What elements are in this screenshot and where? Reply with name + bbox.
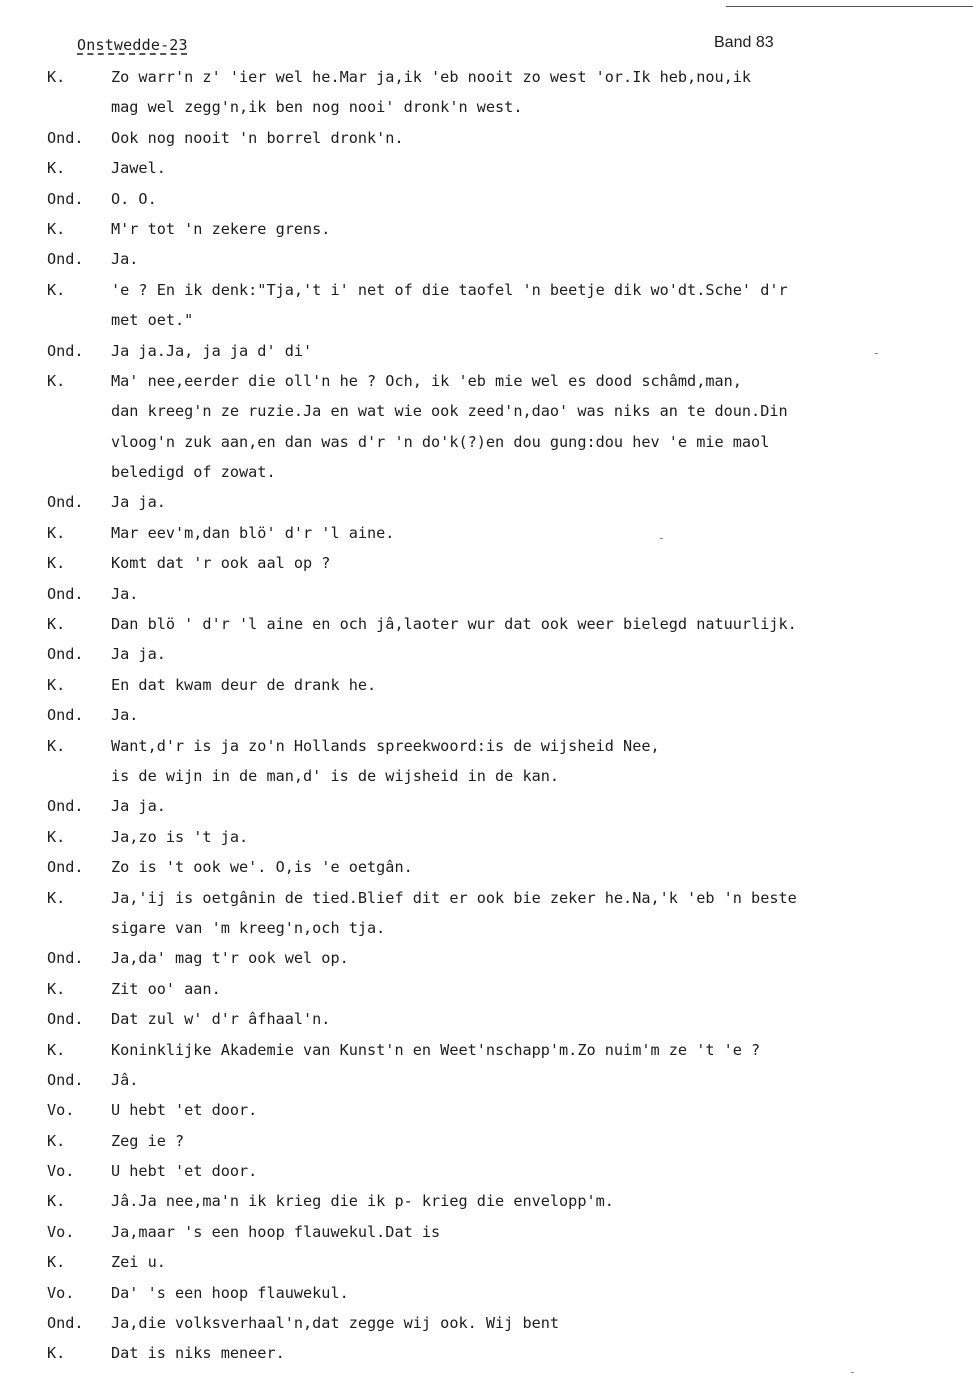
speaker-label: Ond. — [47, 584, 84, 603]
speaker-label: Ond. — [47, 949, 84, 968]
transcript-line — [0, 1095, 973, 1125]
transcript-line — [0, 366, 973, 396]
speaker-label: K. — [47, 159, 66, 178]
line-text: mag wel zegg'n,ik ben nog nooi' dronk'n west. — [111, 98, 523, 117]
line-text: Koninklijke Akademie van Kunst'n en Weet'nschapp'm.Zo nuim'm ze 't 'e ? — [111, 1040, 761, 1059]
transcript-line — [0, 639, 973, 669]
line-text: U hebt 'et door. — [111, 1162, 258, 1181]
line-text: Zei u. — [111, 1253, 166, 1272]
line-text: Ja,zo is 't ja. — [111, 827, 249, 846]
speaker-label: Vo. — [47, 1283, 75, 1302]
line-text: Zit oo' aan. — [111, 979, 221, 998]
transcript-line — [0, 1156, 973, 1186]
transcript-line — [0, 1278, 973, 1308]
header-title: Onstwedde-23 — [77, 36, 188, 54]
transcript-line — [0, 487, 973, 517]
transcript-line — [0, 427, 973, 457]
header-band-number: Band 83 — [714, 34, 774, 51]
speaker-label: K. — [47, 1192, 66, 1211]
line-text: Komt dat 'r ook aal op ? — [111, 554, 331, 573]
transcript-line — [0, 305, 973, 335]
line-text: Ja ja. — [111, 493, 166, 512]
transcript-line — [0, 913, 973, 943]
line-text: Zeg ie ? — [111, 1131, 185, 1150]
speaker-label: Ond. — [47, 858, 84, 877]
speaker-label: Ond. — [47, 250, 84, 269]
speaker-label: K. — [47, 1253, 66, 1272]
line-text: is de wijn in de man,d' is de wijsheid in de kan. — [111, 766, 560, 785]
speaker-label: Ond. — [47, 1314, 84, 1333]
line-text: Dat is niks meneer. — [111, 1344, 285, 1363]
speaker-label: Ond. — [47, 493, 84, 512]
transcript-line — [0, 1004, 973, 1034]
speaker-label: K. — [47, 1344, 66, 1363]
line-text: Zo warr'n z' 'ier wel he.Mar ja,ik 'eb nooit zo west 'or.Ik heb,nou,ik — [111, 68, 752, 86]
transcript-line — [0, 396, 973, 426]
transcript-line — [0, 852, 973, 882]
speaker-label: K. — [47, 280, 66, 299]
speaker-label: K. — [47, 827, 66, 846]
line-text: Jawel. — [111, 159, 166, 178]
line-text: Ook nog nooit 'n borrel dronk'n. — [111, 128, 404, 147]
speaker-label: K. — [47, 554, 66, 573]
speaker-label: Ond. — [47, 128, 84, 147]
line-text: Dat zul w' d'r âfhaal'n. — [111, 1010, 331, 1029]
transcript-line — [0, 457, 973, 487]
transcript-line — [0, 1126, 973, 1156]
transcript-line — [0, 1217, 973, 1247]
transcript-line — [0, 1247, 973, 1277]
speaker-label: Ond. — [47, 341, 84, 360]
transcript-line — [0, 62, 973, 92]
line-text: Ja. — [111, 706, 139, 725]
speaker-label: Ond. — [47, 645, 84, 664]
scan-speck — [660, 538, 663, 539]
line-text: Da' 's een hoop flauwekul. — [111, 1283, 349, 1302]
line-text: Jâ.Ja nee,ma'n ik krieg die ik p- krieg die envelopp'm. — [111, 1192, 614, 1211]
speaker-label: Vo. — [47, 1101, 75, 1120]
transcript-line — [0, 974, 973, 1004]
line-text: M'r tot 'n zekere grens. — [111, 219, 331, 238]
speaker-label: K. — [47, 523, 66, 542]
transcript-line — [0, 791, 973, 821]
line-text: vloog'n zuk aan,en dan was d'r 'n do'k(?)en dou gung:dou hev 'e mie maol — [111, 432, 770, 451]
transcript-line — [0, 1338, 973, 1368]
line-text: 'e ? En ik denk:"Tja,'t i' net of die taofel 'n beetje dik wo'dt.Sche' d'r — [111, 280, 788, 299]
line-text: Mar eev'm,dan blö' d'r 'l aine. — [111, 523, 395, 542]
transcript-line — [0, 731, 973, 761]
speaker-label: Ond. — [47, 189, 84, 208]
line-text: En dat kwam deur de drank he. — [111, 675, 377, 694]
transcript-line — [0, 943, 973, 973]
line-text: Ja ja. — [111, 645, 166, 664]
transcript-line — [0, 214, 973, 244]
speaker-label: K. — [47, 219, 66, 238]
line-text: Ja,die volksverhaal'n,dat zegge wij ook. Wij bent — [111, 1314, 560, 1333]
transcript-line — [0, 518, 973, 548]
speaker-label: Ond. — [47, 706, 84, 725]
line-text: Ja,maar 's een hoop flauwekul.Dat is — [111, 1222, 441, 1241]
transcript-line — [0, 123, 973, 153]
transcript-line — [0, 1035, 973, 1065]
line-text: beledigd of zowat. — [111, 463, 276, 482]
transcript-line — [0, 609, 973, 639]
speaker-label: K. — [47, 1040, 66, 1059]
line-text: Ja ja.Ja, ja ja d' di' — [111, 341, 313, 360]
transcript-line — [0, 579, 973, 609]
transcript-lines — [0, 62, 973, 1369]
transcript-line — [0, 1186, 973, 1216]
transcript-line — [0, 548, 973, 578]
transcript-line — [0, 1308, 973, 1338]
speaker-label: Vo. — [47, 1222, 75, 1241]
transcript-line — [0, 670, 973, 700]
transcript-line — [0, 153, 973, 183]
line-text: Ja,'ij is oetgânin de tied.Blief dit er ook bie zeker he.Na,'k 'eb 'n beste — [111, 888, 797, 907]
scan-speck — [851, 1372, 854, 1373]
transcript-line — [0, 336, 973, 366]
speaker-label: K. — [47, 371, 66, 390]
speaker-label: K. — [47, 888, 66, 907]
line-text: O. O. — [111, 189, 157, 208]
speaker-label: K. — [47, 68, 66, 86]
line-text: met oet." — [111, 311, 194, 330]
line-text: Ja. — [111, 584, 139, 603]
speaker-label: K. — [47, 615, 66, 634]
line-text: Ja. — [111, 250, 139, 269]
transcript-line — [0, 700, 973, 730]
transcript-line — [0, 761, 973, 791]
line-text: Ja,da' mag t'r ook wel op. — [111, 949, 349, 968]
speaker-label: Ond. — [47, 797, 84, 816]
transcript-line — [0, 822, 973, 852]
speaker-label: K. — [47, 675, 66, 694]
speaker-label: Vo. — [47, 1162, 75, 1181]
line-text: Jâ. — [111, 1070, 139, 1089]
transcript-line — [0, 1065, 973, 1095]
speaker-label: K. — [47, 1131, 66, 1150]
top-rule — [726, 6, 973, 7]
transcript-line — [0, 244, 973, 274]
speaker-label: K. — [47, 979, 66, 998]
line-text: dan kreeg'n ze ruzie.Ja en wat wie ook zeed'n,dao' was niks an te doun.Din — [111, 402, 788, 421]
line-text: Ja ja. — [111, 797, 166, 816]
line-text: sigare van 'm kreeg'n,och tja. — [111, 918, 386, 937]
transcript-line — [0, 184, 973, 214]
transcript-line — [0, 883, 973, 913]
line-text: Zo is 't ook we'. O,is 'e oetgân. — [111, 858, 413, 877]
speaker-label: Ond. — [47, 1070, 84, 1089]
line-text: Want,d'r is ja zo'n Hollands spreekwoord:is de wijsheid Nee, — [111, 736, 660, 755]
speaker-label: K. — [47, 736, 66, 755]
scan-speck — [875, 353, 878, 354]
speaker-label: Ond. — [47, 1010, 84, 1029]
line-text: Ma' nee,eerder die oll'n he ? Och, ik 'eb mie wel es dood schâmd,man, — [111, 371, 742, 390]
transcript-line — [0, 92, 973, 122]
line-text: Dan blö ' d'r 'l aine en och jâ,laoter wur dat ook weer bielegd natuurlijk. — [111, 615, 797, 634]
line-text: U hebt 'et door. — [111, 1101, 258, 1120]
transcript-line — [0, 275, 973, 305]
